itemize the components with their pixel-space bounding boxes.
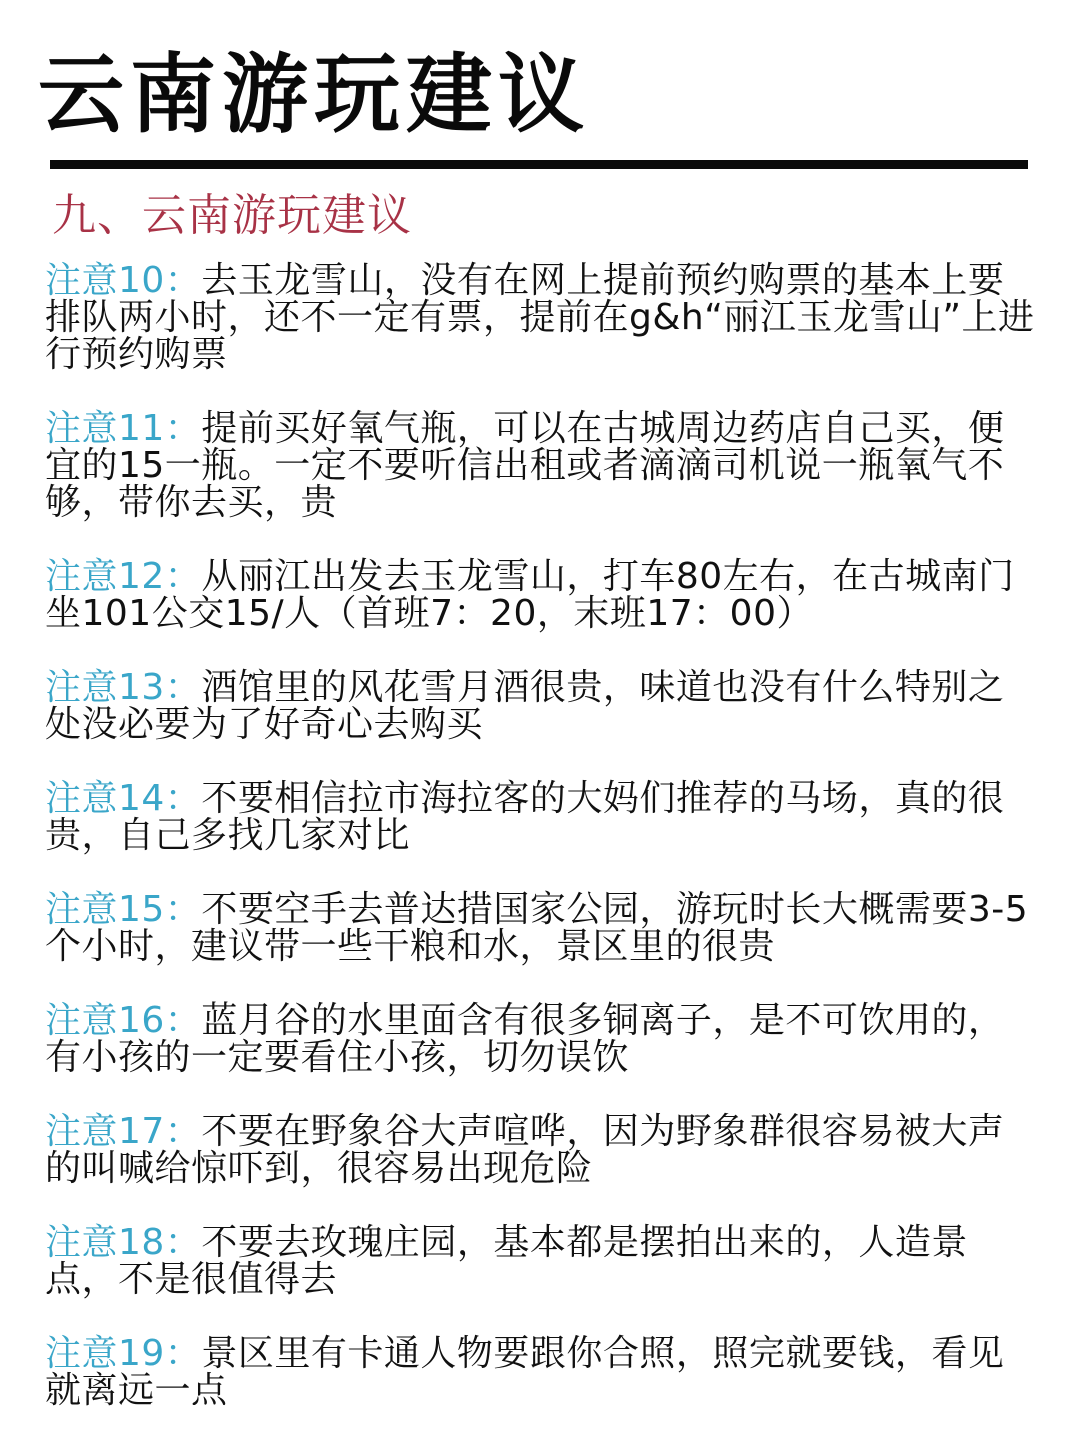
note-text: 去玉龙雪山，没有在网上提前预约购票的基本上要排队两小时，还不一定有票，提前在g&h“丽江玉龙雪山”上进行预约购票 (45, 260, 1035, 375)
title-divider (50, 160, 1028, 169)
note-label: 注意16： (45, 1000, 202, 1041)
note-label: 注意19： (45, 1333, 202, 1374)
note-item (45, 1224, 1035, 1298)
note-text: 景区里有卡通人物要跟你合照，照完就要钱，看见就离远一点 (45, 1333, 1005, 1411)
note-label: 注意11： (45, 408, 202, 449)
note-item (45, 410, 1035, 521)
note-item (45, 1113, 1035, 1187)
note-label: 注意12： (45, 556, 202, 597)
note-item (45, 891, 1035, 965)
note-item (45, 1335, 1035, 1409)
note-text: 不要相信拉市海拉客的大妈们推荐的马场，真的很贵，自己多找几家对比 (45, 778, 1005, 856)
note-label: 注意18： (45, 1222, 202, 1263)
note-text: 不要在野象谷大声喧哗，因为野象群很容易被大声的叫喊给惊吓到，很容易出现危险 (45, 1111, 1005, 1189)
note-item (45, 669, 1035, 743)
note-text: 不要去玫瑰庄园，基本都是摆拍出来的，人造景点，不是很值得去 (45, 1222, 968, 1300)
note-label: 注意15： (45, 889, 202, 930)
note-label: 注意14： (45, 778, 202, 819)
note-label: 注意13： (45, 667, 202, 708)
note-text: 酒馆里的风花雪月酒很贵，味道也没有什么特别之处没必要为了好奇心去购买 (45, 667, 1005, 745)
note-item (45, 1002, 1035, 1076)
note-text: 从丽江出发去玉龙雪山，打车80左右，在古城南门坐101公交15/人（首班7：20，末班17：00） (45, 556, 1015, 634)
note-item (45, 780, 1035, 854)
note-item (45, 558, 1035, 632)
notes-list (45, 262, 1035, 1446)
note-label: 注意10： (45, 260, 202, 301)
section-heading: 九、云南游玩建议 (52, 190, 412, 241)
page-title: 云南游玩建议 (38, 45, 590, 145)
note-text: 蓝月谷的水里面含有很多铜离子，是不可饮用的，有小孩的一定要看住小孩，切勿误饮 (45, 1000, 1005, 1078)
note-text: 提前买好氧气瓶，可以在古城周边药店自己买，便宜的15一瓶。一定不要听信出租或者滴滴司机说一瓶氧气不够，带你去买，贵 (45, 408, 1005, 523)
note-text: 不要空手去普达措国家公园，游玩时长大概需要3-5个小时，建议带一些干粮和水，景区里的很贵 (45, 889, 1029, 967)
note-item (45, 262, 1035, 373)
note-label: 注意17： (45, 1111, 202, 1152)
